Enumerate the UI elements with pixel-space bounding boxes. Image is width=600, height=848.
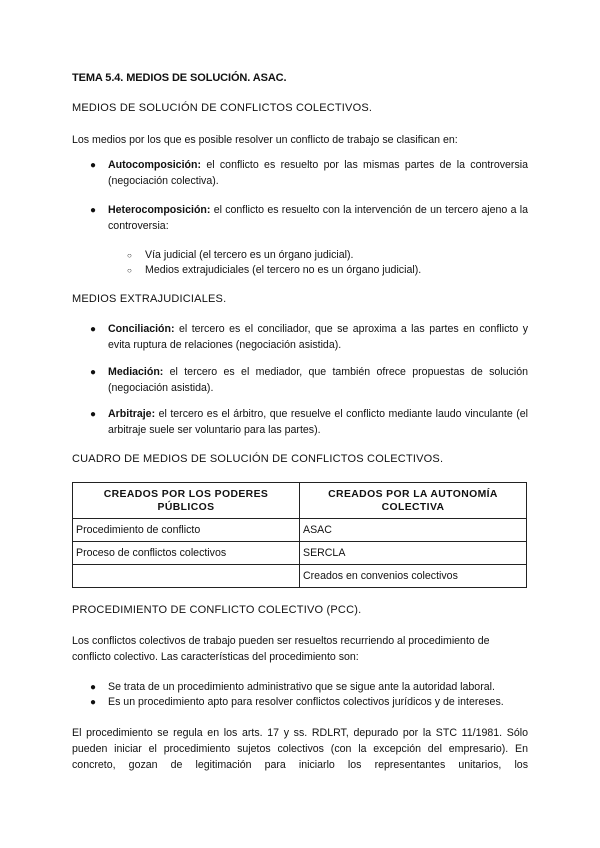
sub-item-text: Medios extrajudiciales (el tercero no es un órgano judicial). bbox=[145, 264, 422, 276]
table-cell: Procedimiento de conflicto bbox=[73, 519, 300, 542]
section-heading-pcc: PROCEDIMIENTO DE CONFLICTO COLECTIVO (PCC). bbox=[72, 604, 362, 616]
list-item-pcc-administrativo bbox=[90, 680, 528, 696]
item-text: Se trata de un procedimiento administrativo que se sigue ante la autoridad laboral. bbox=[108, 681, 495, 693]
solution-methods-table bbox=[72, 482, 527, 588]
regulation-paragraph: El procedimiento se regula en los arts. 17 y ss. RDLRT, depurado por la STC 11/1981. Sólo pueden iniciar el procedimiento sujetos colectivos (con la excepción del empresario). En concreto, gozan de legitimación para iniciarlo los representantes unitarios, los bbox=[72, 727, 528, 771]
list-item-autocomposicion bbox=[90, 158, 528, 190]
table-cell: Proceso de conflictos colectivos bbox=[73, 542, 300, 565]
pcc-intro-paragraph: Los conflictos colectivos de trabajo pueden ser resueltos recurriendo al procedimiento de conflicto colectivo. Las características del procedimiento son: bbox=[72, 635, 490, 663]
section-heading-medios-solucion: MEDIOS DE SOLUCIÓN DE CONFLICTOS COLECTIVOS. bbox=[72, 102, 373, 114]
bullet-icon: ● bbox=[90, 160, 97, 171]
term-arbitraje: Arbitraje: bbox=[108, 408, 156, 420]
list-item-conciliacion bbox=[90, 322, 528, 354]
definition-text: el conflicto es resuelto con la intervención de un tercero ajeno a la controversia: bbox=[108, 204, 528, 232]
sub-item-text: Vía judicial (el tercero es un órgano judicial). bbox=[145, 249, 354, 261]
definition-text: el tercero es el conciliador, que se aproxima a las partes en conflicto y evita ruptura de relaciones (negociación asistida). bbox=[108, 323, 528, 351]
table-header-row bbox=[73, 483, 527, 519]
list-item-heterocomposicion bbox=[90, 203, 528, 235]
sub-list-item-extrajudiciales bbox=[127, 263, 528, 278]
bullet-icon: ● bbox=[90, 324, 97, 335]
table-cell: SERCLA bbox=[300, 542, 527, 565]
hollow-bullet-icon: ○ bbox=[127, 251, 132, 260]
list-item-pcc-apto bbox=[90, 695, 528, 711]
bullet-icon: ● bbox=[90, 682, 97, 693]
term-conciliacion: Conciliación: bbox=[108, 323, 175, 335]
table-row bbox=[73, 519, 527, 542]
sub-list-item-via-judicial bbox=[127, 248, 528, 263]
column-header-poderes-publicos: CREADOS POR LOS PODERES PÚBLICOS bbox=[73, 483, 300, 519]
page-title: TEMA 5.4. MEDIOS DE SOLUCIÓN. ASAC. bbox=[72, 72, 287, 84]
table-cell: ASAC bbox=[300, 519, 527, 542]
column-header-autonomia-colectiva: CREADOS POR LA AUTONOMÍA COLECTIVA bbox=[300, 483, 527, 519]
definition-text: el tercero es el árbitro, que resuelve el conflicto mediante laudo vinculante (el arbitraje suele ser voluntario para las partes). bbox=[108, 408, 528, 436]
term-mediacion: Mediación: bbox=[108, 366, 164, 378]
intro-paragraph: Los medios por los que es posible resolver un conflicto de trabajo se clasifican en: bbox=[72, 134, 458, 146]
hollow-bullet-icon: ○ bbox=[127, 266, 132, 275]
section-heading-extrajudiciales: MEDIOS EXTRAJUDICIALES. bbox=[72, 293, 227, 305]
bullet-icon: ● bbox=[90, 409, 97, 420]
table-cell: Creados en convenios colectivos bbox=[300, 565, 527, 588]
term-heterocomposicion: Heterocomposición: bbox=[108, 204, 211, 216]
definition-text: el tercero es el mediador, que también ofrece propuestas de solución (negociación asistida). bbox=[108, 366, 528, 394]
table-row bbox=[73, 565, 527, 588]
term-autocomposicion: Autocomposición: bbox=[108, 159, 201, 171]
section-heading-cuadro: CUADRO DE MEDIOS DE SOLUCIÓN DE CONFLICTOS COLECTIVOS. bbox=[72, 453, 444, 465]
definition-text: el conflicto es resuelto por las mismas partes de la controversia (negociación colectiva). bbox=[108, 159, 528, 187]
bullet-icon: ● bbox=[90, 205, 97, 216]
list-item-arbitraje bbox=[90, 407, 528, 439]
bullet-icon: ● bbox=[90, 367, 97, 378]
item-text: Es un procedimiento apto para resolver conflictos colectivos jurídicos y de intereses. bbox=[108, 696, 504, 708]
list-item-mediacion bbox=[90, 365, 528, 397]
bullet-icon: ● bbox=[90, 697, 97, 708]
table-cell bbox=[73, 565, 300, 588]
table-row bbox=[73, 542, 527, 565]
